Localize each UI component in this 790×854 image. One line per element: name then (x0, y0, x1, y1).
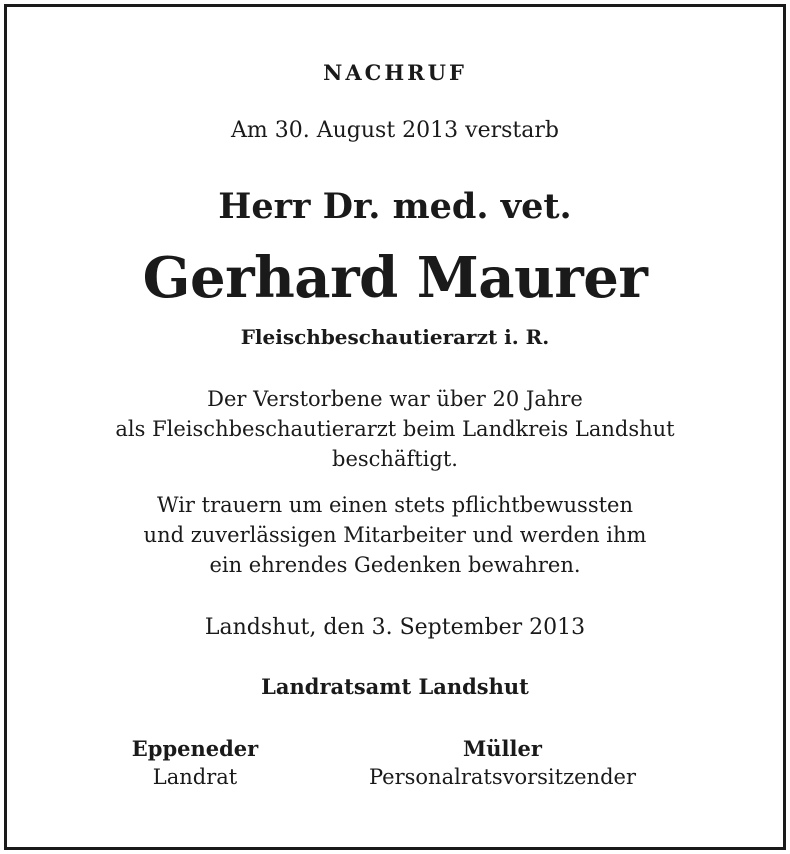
service-paragraph (0, 384, 790, 474)
notice-heading: NACHRUF (323, 60, 467, 85)
death-date-line: Am 30. August 2013 verstarb (231, 118, 559, 143)
signatory-left (95, 736, 295, 792)
signatory-title: Landrat (152, 765, 238, 789)
mourning-paragraph (0, 490, 790, 580)
paragraph-line: als Fleischbeschautierarzt beim Landkreis Landshut (115, 417, 675, 441)
place-date-line: Landshut, den 3. September 2013 (204, 615, 586, 640)
signatory-name: Müller (463, 736, 542, 761)
signatory-title: Personalratsvorsitzender (368, 765, 636, 789)
deceased-name: Gerhard Maurer (142, 245, 648, 311)
signatory-name: Eppeneder (131, 736, 259, 761)
paragraph-line: Wir trauern um einen stets pflichtbewussten (157, 493, 633, 517)
issuing-office: Landratsamt Landshut (261, 674, 529, 699)
paragraph-line: und zuverlässigen Mitarbeiter und werden ihm (143, 523, 647, 547)
deceased-role: Fleischbeschautierarzt i. R. (240, 325, 550, 349)
signatory-right (330, 736, 675, 792)
paragraph-line: beschäftigt. (332, 447, 458, 471)
paragraph-line: Der Verstorbene war über 20 Jahre (207, 387, 583, 411)
paragraph-line: ein ehrendes Gedenken bewahren. (209, 553, 581, 577)
honorific-title: Herr Dr. med. vet. (218, 186, 572, 227)
